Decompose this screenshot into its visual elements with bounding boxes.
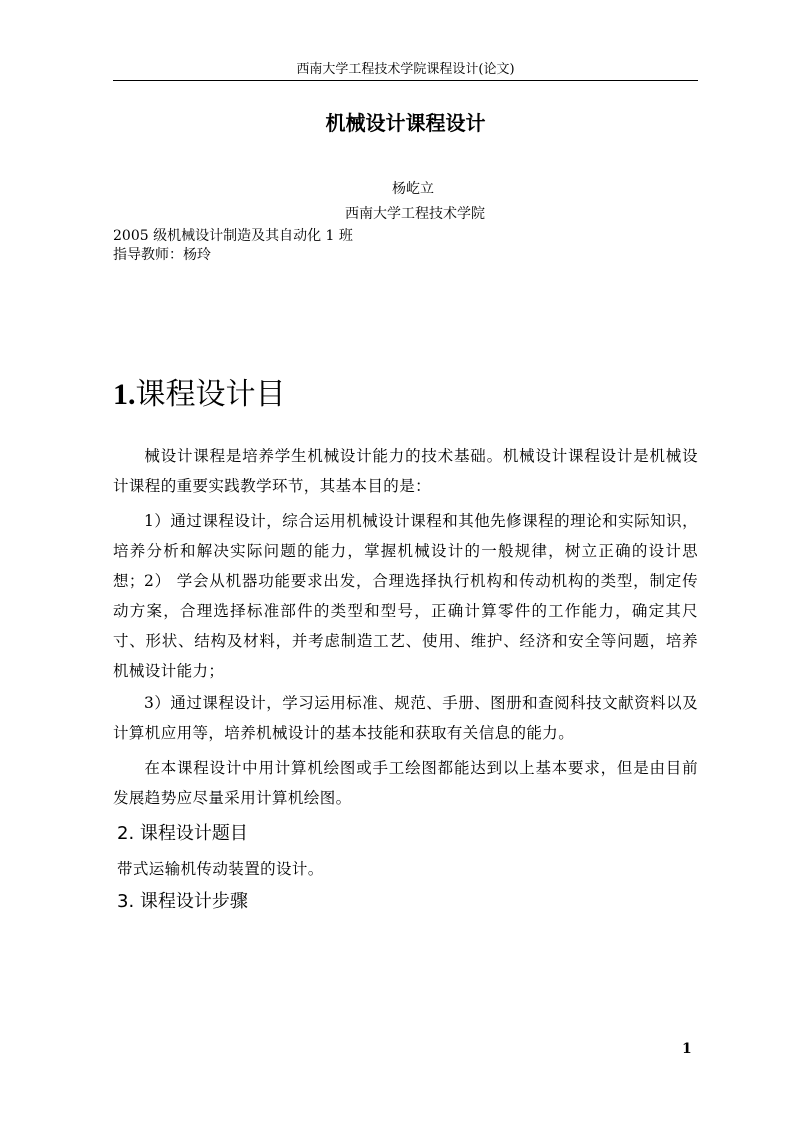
running-header: 西南大学工程技术学院课程设计(论文) (296, 62, 515, 77)
section-2-heading: 2. 课程设计题目 (117, 823, 248, 844)
section-1-title: 课程设计目 (135, 377, 286, 412)
page-number: 1 (682, 1041, 692, 1057)
header-rule (113, 80, 698, 81)
author-affiliation: 西南大学工程技术学院 (345, 206, 485, 222)
paragraph-item-3-text: 3）通过课程设计，学习运用标准、规范、手册、图册和查阅科技文献资料以及计算机应用等，培养机械设计的基本技能和获取有关信息的能力。 (113, 694, 698, 742)
paragraph-item-2 (113, 566, 698, 686)
paragraph-intro-text: 械设计课程是培养学生机械设计能力的技术基础。机械设计课程设计是机械设计课程的重要实践教学环节，其基本目的是： (113, 447, 698, 495)
document-title: 机械设计课程设计 (325, 111, 486, 135)
advisor-info: 指导教师：杨玲 (113, 247, 211, 263)
paragraph-item-1-text: 1）通过课程设计，综合运用机械设计课程和其他先修课程的理论和实际知识，培养分析和解决实际问题的能力，掌握机械设计的一般规律，树立正确的设计思想； (113, 512, 698, 590)
paragraph-intro (113, 441, 698, 501)
author-name: 杨屹立 (392, 181, 434, 197)
section-1-number: 1. (113, 378, 136, 411)
paragraph-conclusion (113, 753, 698, 813)
section-2-text: 带式运输机传动装置的设计。 (117, 860, 324, 878)
class-info: 2005 级机械设计制造及其自动化 1 班 (113, 228, 353, 244)
section-3-heading: 3. 课程设计步骤 (117, 891, 248, 912)
paragraph-conclusion-text: 在本课程设计中用计算机绘图或手工绘图都能达到以上基本要求，但是由目前发展趋势应尽量采用计算机绘图。 (113, 759, 698, 807)
paragraph-item-2-text: 2） 学会从机器功能要求出发，合理选择执行机构和传动机构的类型，制定传动方案，合理选择标准部件的类型和型号，正确计算零件的工作能力，确定其尺寸、形状、结构及材料，并考虑制造工艺、使用、维护、经济和安全等问题，培养机械设计能力； (113, 572, 698, 680)
paragraph-item-3 (113, 688, 698, 748)
section-1-heading (113, 375, 286, 415)
